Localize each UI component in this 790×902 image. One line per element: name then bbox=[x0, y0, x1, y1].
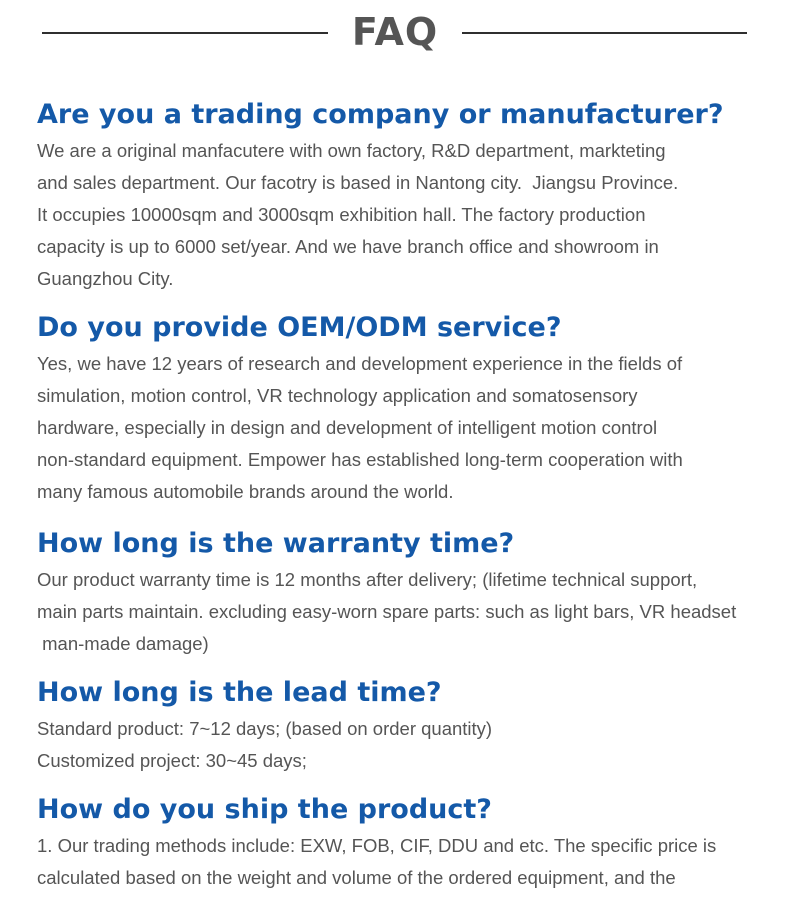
faq-answer bbox=[37, 713, 777, 777]
answer-line: It occupies 10000sqm and 3000sqm exhibition hall. The factory production bbox=[37, 204, 646, 225]
answer-line: simulation, motion control, VR technology application and somatosensory bbox=[37, 385, 638, 406]
answer-line: calculated based on the weight and volume of the ordered equipment, and the bbox=[37, 867, 676, 888]
answer-line: We are a original manfacutere with own factory, R&D department, markteting bbox=[37, 140, 666, 161]
faq-item-oem-odm bbox=[37, 311, 777, 508]
header-divider-left bbox=[42, 32, 328, 34]
answer-line: Customized project: 30~45 days; bbox=[37, 750, 307, 771]
answer-line: Guangzhou City. bbox=[37, 268, 174, 289]
answer-line: many famous automobile brands around the world. bbox=[37, 481, 454, 502]
faq-answer bbox=[37, 135, 777, 295]
answer-line: Standard product: 7~12 days; (based on order quantity) bbox=[37, 718, 493, 739]
faq-question: How long is the warranty time? bbox=[37, 528, 515, 559]
faq-answer bbox=[37, 348, 777, 508]
faq-answer bbox=[37, 830, 777, 894]
faq-question: How do you ship the product? bbox=[37, 794, 492, 825]
faq-header bbox=[0, 0, 790, 60]
faq-question: How long is the lead time? bbox=[37, 677, 442, 708]
faq-item-trading-company bbox=[37, 98, 777, 295]
answer-line: hardware, especially in design and development of intelligent motion control bbox=[37, 417, 658, 438]
answer-line: non-standard equipment. Empower has established long-term cooperation with bbox=[37, 449, 683, 470]
answer-line: man-made damage) bbox=[37, 633, 209, 654]
answer-line: Yes, we have 12 years of research and development experience in the fields of bbox=[37, 353, 683, 374]
page-title: FAQ bbox=[351, 10, 439, 54]
faq-item-lead-time bbox=[37, 676, 777, 777]
answer-line: and sales department. Our facotry is based in Nantong city. Jiangsu Province. bbox=[37, 172, 679, 193]
faq-question: Do you provide OEM/ODM service? bbox=[37, 312, 562, 343]
faq-answer bbox=[37, 564, 777, 660]
answer-line: 1. Our trading methods include: EXW, FOB, CIF, DDU and etc. The specific price is bbox=[37, 835, 717, 856]
faq-item-shipping bbox=[37, 793, 777, 894]
faq-item-warranty bbox=[37, 527, 777, 660]
answer-line: capacity is up to 6000 set/year. And we have branch office and showroom in bbox=[37, 236, 659, 257]
faq-question: Are you a trading company or manufacturer? bbox=[37, 99, 724, 130]
answer-line: main parts maintain. excluding easy-worn spare parts: such as light bars, VR headset bbox=[37, 601, 737, 622]
header-divider-right bbox=[462, 32, 747, 34]
answer-line: Our product warranty time is 12 months after delivery; (lifetime technical support, bbox=[37, 569, 698, 590]
